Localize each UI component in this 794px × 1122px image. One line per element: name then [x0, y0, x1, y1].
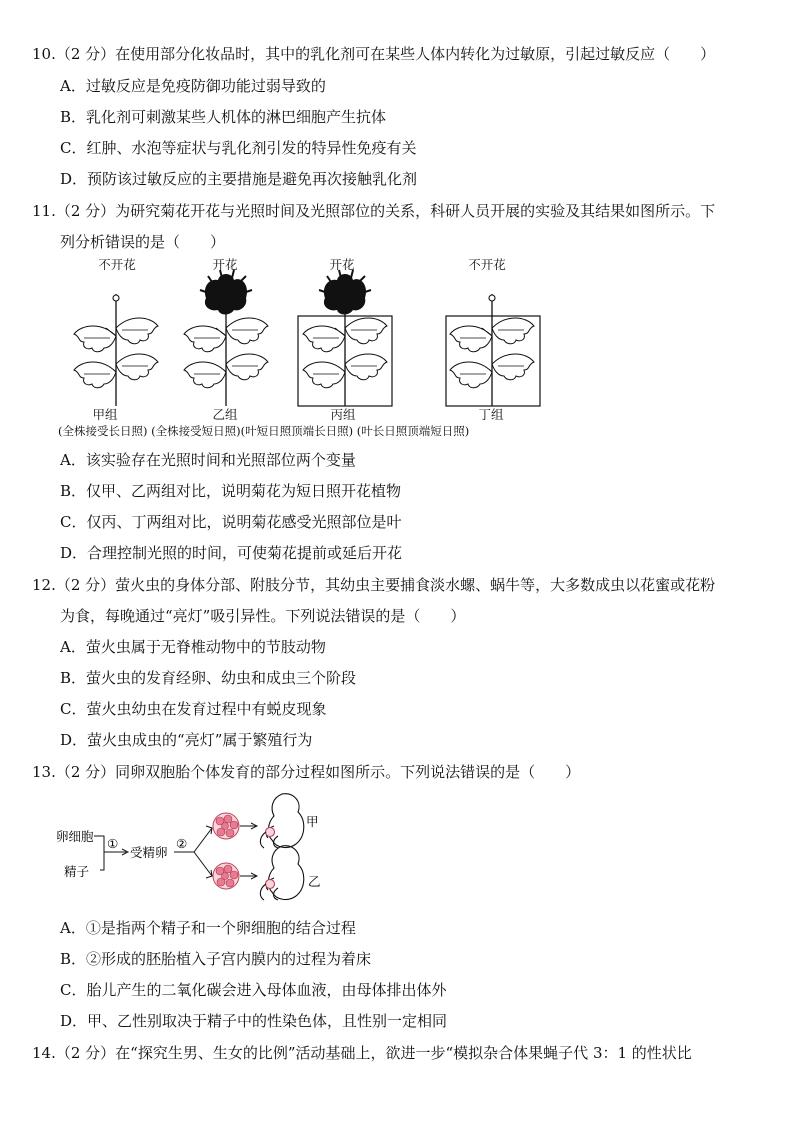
q12-stem-line1: 12.（2 分）萤火虫的身体分部、附肢分节，其幼虫主要捕食淡水螺、蜗牛等，大多数成虫以花蜜或花粉 — [32, 576, 716, 594]
fig-group-yi: 乙组 — [212, 407, 238, 422]
fig-conditions: (全株接受长日照) (全株接受短日照)(叶短日照顶端长日照) (叶长日照顶端短日照) — [58, 424, 470, 438]
twin-development-figure — [54, 788, 354, 903]
q13-option-b: B．②形成的胚胎植入子宫内膜内的过程为着床 — [60, 950, 372, 968]
q13-stem: 13.（2 分）同卵双胞胎个体发育的部分过程如图所示。下列说法错误的是（ ） — [32, 763, 581, 781]
fig-label-jia-result: 不开花 — [98, 257, 136, 272]
q13-option-a: A．①是指两个精子和一个卵细胞的结合过程 — [60, 919, 356, 937]
q11-stem-line2: 列分析错误的是（ ） — [60, 233, 226, 251]
fig-sperm-label: 精子 — [64, 864, 90, 879]
fig-zygote-label: 受精卵 — [130, 845, 168, 860]
q10-option-a: A．过敏反应是免疫防御功能过弱导致的 — [60, 77, 326, 95]
q12-option-d: D．萤火虫成虫的“亮灯”属于繁殖行为 — [60, 731, 313, 749]
fig-label-yi-result: 开花 — [212, 257, 238, 272]
fig-group-ding: 丁组 — [478, 407, 504, 422]
q11-option-c: C．仅丙、丁两组对比，说明菊花感受光照部位是叶 — [60, 513, 402, 531]
fig-label-bing-result: 开花 — [329, 257, 355, 272]
fig-step1-label: ① — [107, 836, 119, 851]
fig-twin-b-label: 乙 — [308, 874, 321, 889]
q10-option-b: B．乳化剂可刺激某些人机体的淋巴细胞产生抗体 — [60, 108, 387, 126]
q12-option-b: B．萤火虫的发育经卵、幼虫和成虫三个阶段 — [60, 669, 357, 687]
q10-option-d: D．预防该过敏反应的主要措施是避免再次接触乳化剂 — [60, 170, 418, 188]
q11-stem-line1: 11.（2 分）为研究菊花开花与光照时间及光照部位的关系，科研人员开展的实验及其结果如图所示。下 — [32, 202, 716, 220]
q12-stem-line2: 为食，每晚通过“亮灯”吸引异性。下列说法错误的是（ ） — [60, 607, 466, 625]
fig-egg-label: 卵细胞 — [56, 829, 94, 844]
fig-label-ding-result: 不开花 — [468, 257, 506, 272]
q12-option-a: A．萤火虫属于无脊椎动物中的节肢动物 — [60, 638, 326, 656]
q12-option-c: C．萤火虫幼虫在发育过程中有蜕皮现象 — [60, 700, 327, 718]
q14-stem: 14.（2 分）在“探究生男、生女的比例”活动基础上，欲进一步“模拟杂合体果蝇子代 3：1 的性状比 — [32, 1044, 692, 1062]
q11-option-b: B．仅甲、乙两组对比，说明菊花为短日照开花植物 — [60, 482, 402, 500]
q10-option-c: C．红肿、水泡等症状与乳化剂引发的特异性免疫有关 — [60, 139, 417, 157]
fig-group-bing: 丙组 — [330, 407, 356, 422]
q10-stem: 10.（2 分）在使用部分化妆品时，其中的乳化剂可在某些人体内转化为过敏原，引起过敏反应（ ） — [32, 45, 716, 63]
fig-step2-label: ② — [176, 836, 188, 851]
q13-option-d: D．甲、乙性别取决于精子中的性染色体，且性别一定相同 — [60, 1012, 448, 1030]
fig-twin-a-label: 甲 — [306, 814, 319, 829]
q11-option-d: D．合理控制光照的时间，可使菊花提前或延后开花 — [60, 544, 403, 562]
q13-option-c: C．胎儿产生的二氧化碳会进入母体血液，由母体排出体外 — [60, 981, 447, 999]
fig-group-jia: 甲组 — [92, 407, 118, 422]
q11-option-a: A．该实验存在光照时间和光照部位两个变量 — [60, 451, 356, 469]
